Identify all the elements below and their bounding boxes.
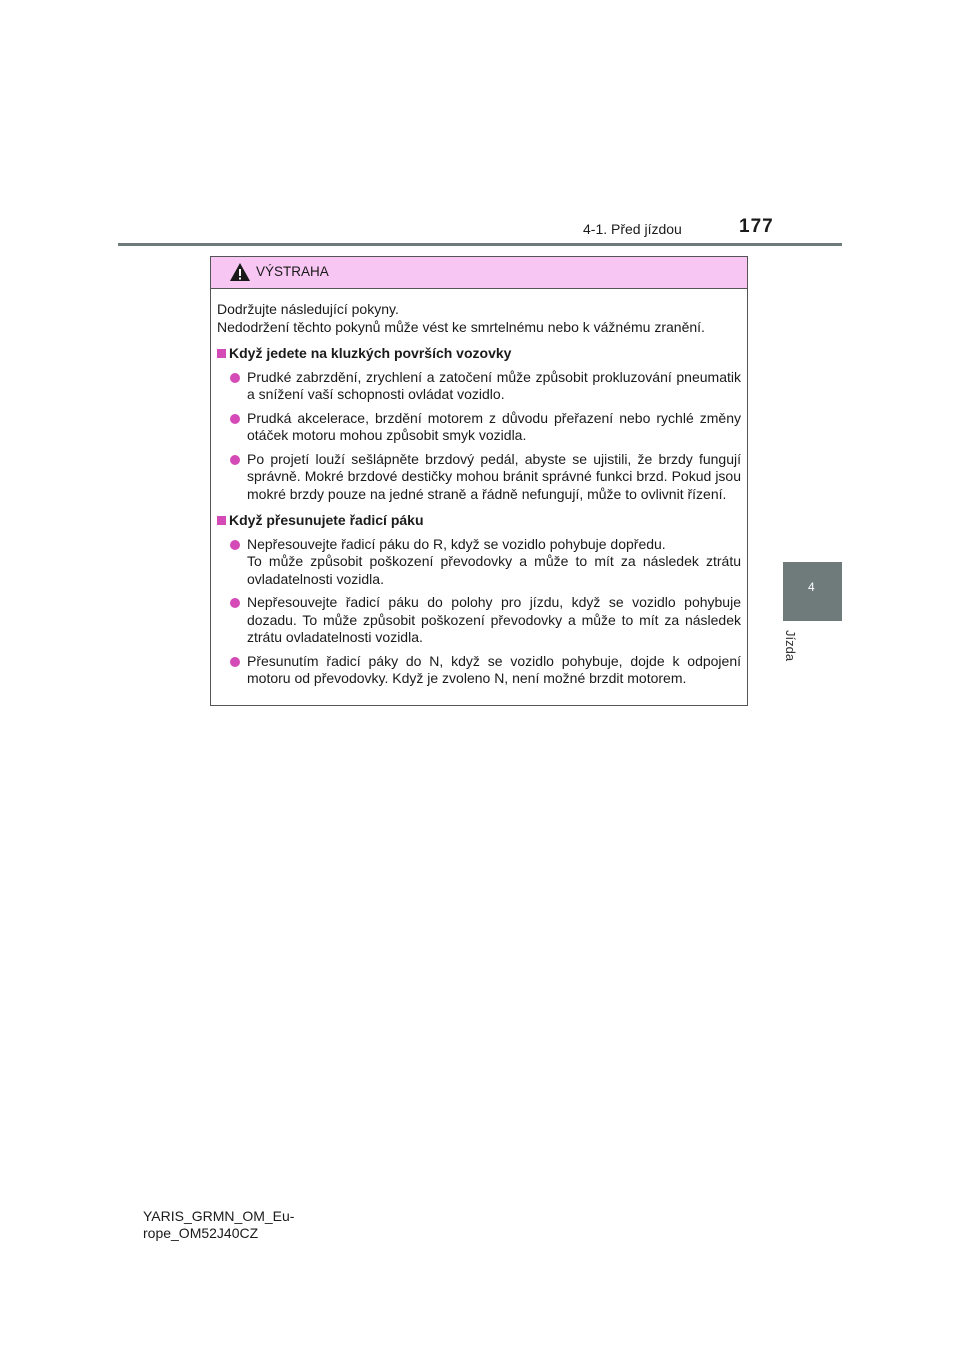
warning-header: [211, 257, 747, 289]
list-item: [217, 451, 741, 504]
bullet-text: Nepřesouvejte řadicí páku do polohy pro jízdu, když se vozidlo pohybuje dozadu. To může způsobit poškození převodovky a může to mít za následek ztrátu ovladatelnosti vozidla.: [247, 594, 741, 645]
footer-document-id: [143, 1208, 294, 1242]
warning-box: [210, 256, 748, 706]
section-heading-text: Když přesunujete řadicí páku: [229, 512, 424, 528]
chapter-tab: [783, 562, 842, 621]
square-bullet-icon: [217, 349, 226, 358]
list-item: [217, 536, 741, 589]
intro-line: Dodržujte následující pokyny.: [217, 301, 399, 317]
warning-body: [211, 289, 747, 688]
bullet-text: Prudká akcelerace, brzdění motorem z důvodu přeřazení nebo rychlé změny otáček motoru mohou způsobit smyk vozidla.: [247, 409, 741, 443]
bullet-text: Prudké zabrzdění, zrychlení a zatočení může způsobit prokluzování pneumatik a snížení vaší schopnosti ovládat vozidlo.: [247, 368, 741, 402]
square-bullet-icon: [217, 516, 226, 525]
chapter-number: 4: [808, 580, 815, 594]
page-number: 177: [739, 216, 774, 237]
bullet-text: Přesunutím řadicí páky do N, když se vozidlo pohybuje, dojde k odpojení motoru od převodovky. Když je zvoleno N, není možné brzdit motorem.: [247, 652, 741, 686]
section-heading-shift-lever: [217, 512, 741, 530]
header-rule: [118, 243, 842, 246]
circle-bullet-icon: [230, 540, 240, 550]
list-item: [217, 369, 741, 404]
section-heading-text: Když jedete na kluzkých površích vozovky: [229, 345, 512, 361]
warning-intro: [217, 301, 741, 336]
section-heading-slippery: [217, 345, 741, 363]
circle-bullet-icon: [230, 455, 240, 465]
bullet-text: Po projetí louží sešlápněte brzdový pedál, abyste se ujistili, že brzdy fungují správně. Mokré brzdové destičky mohou bránit správné funkci brzd. Pokud jsou mokré brzdy pouze na jedné straně a řádně nefungují, může to ovlivnit řízení.: [247, 450, 741, 502]
chapter-label: Jízda: [783, 630, 798, 662]
circle-bullet-icon: [230, 414, 240, 424]
bullet-text: Nepřesouvejte řadicí páku do R, když se vozidlo pohybuje dopředu. To může způsobit poškození převodovky a může to mít za následek ztrátu ovladatelnosti vozidla.: [247, 535, 741, 587]
intro-line: Nedodržení těchto pokynů může vést ke smrtelnému nebo k vážnému zranění.: [217, 318, 705, 335]
warning-title: VÝSTRAHA: [256, 264, 329, 279]
chapter-label-container: [783, 626, 816, 676]
warning-triangle-icon: [229, 262, 251, 282]
circle-bullet-icon: [230, 657, 240, 667]
list-item: [217, 653, 741, 688]
circle-bullet-icon: [230, 598, 240, 608]
list-item: [217, 594, 741, 647]
header-section-title: 4-1. Před jízdou: [583, 221, 682, 237]
footer-line: rope_OM52J40CZ: [143, 1225, 259, 1241]
circle-bullet-icon: [230, 373, 240, 383]
footer-line: YARIS_GRMN_OM_Eu-: [143, 1208, 295, 1224]
list-item: [217, 410, 741, 445]
